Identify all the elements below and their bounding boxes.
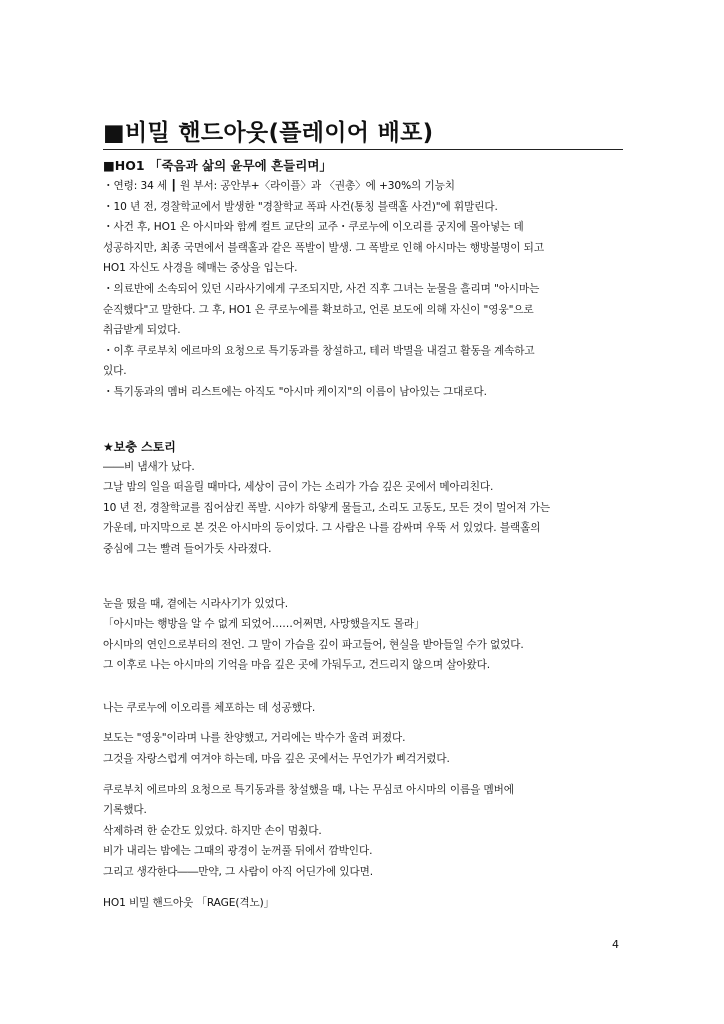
profile-line: ・연령: 34 세 ┃ 원 부서: 공안부+〈라이플〉과 〈권총〉에 +30%의 기능치 (103, 180, 455, 192)
profile-line: ・사건 후, HO1 은 아시마와 함께 컬트 교단의 교주・쿠로누에 이오리를 궁지에 몰아넣는 데 (103, 221, 524, 234)
story-paragraph (103, 728, 623, 769)
handout-signoff: HO1 비밀 핸드아웃 「RAGE(격노)」 (103, 896, 275, 909)
profile-line: ・의료반에 소속되어 있던 시라사기에게 구조되지만, 사건 직후 그녀는 눈물을 흘리며 "아시마는 (103, 282, 540, 295)
story-line: 아시마의 연인으로부터의 전언. 그 말이 가슴을 깊이 파고들어, 현실을 받아들일 수가 없었다. (103, 638, 524, 651)
story-line: ――비 냄새가 났다. (103, 460, 195, 473)
story-line: 쿠로부치 에르마의 요청으로 특기동과를 창설했을 때, 나는 무심코 아시마의 이름을 멤버에 (103, 783, 514, 796)
story-line: 중심에 그는 빨려 들어가듯 사라졌다. (103, 542, 272, 555)
story-line: 보도는 "영웅"이라며 나를 찬양했고, 거리에는 박수가 울려 퍼졌다. (103, 732, 406, 745)
handout-content (103, 118, 623, 913)
profile-line: HO1 자신도 사경을 헤매는 중상을 입는다. (103, 262, 298, 275)
story-line: 그날 밤의 일을 떠올릴 때마다, 세상이 금이 가는 소리가 가슴 깊은 곳에서 메아리친다. (103, 481, 494, 494)
profile-line: ・이후 쿠로부치 에르마의 요청으로 특기동과를 창설하고, 테러 박멸을 내걸고 활동을 계속하고 (103, 344, 535, 357)
profile-section (103, 176, 623, 403)
spacer (103, 403, 623, 437)
story-paragraph (103, 594, 623, 676)
story-paragraph (103, 457, 623, 560)
story-paragraph (103, 698, 623, 719)
story-line: 그 이후로 나는 아시마의 기억을 마음 깊은 곳에 가둬두고, 건드리지 않으며 살아왔다. (103, 659, 491, 672)
page-number: 4 (612, 938, 619, 951)
story-line: 「아시마는 행방을 알 수 없게 되었어……어쩌면, 사망했을지도 몰라」 (103, 618, 425, 631)
spacer (103, 676, 623, 698)
profile-line: 취급받게 되었다. (103, 324, 181, 337)
story-paragraph (103, 780, 623, 883)
story-line: 가운데, 마지막으로 본 것은 아시마의 등이었다. 그 사람은 나를 감싸며 우뚝 서 있었다. 블랙홀의 (103, 522, 541, 535)
story-line: 그리고 생각한다――만약, 그 사람이 아직 어딘가에 있다면. (103, 866, 374, 879)
profile-line: ・특기동과의 멤버 리스트에는 아직도 "아시마 케이지"의 이름이 남아있는 그대로다. (103, 385, 487, 398)
story-line: 기록했다. (103, 804, 147, 817)
profile-line: 있다. (103, 365, 127, 378)
handout-subtitle: ■HO1 「죽음과 삶의 윤무에 흔들리며」 (103, 158, 332, 173)
spacer (103, 560, 623, 594)
spacer (103, 770, 623, 780)
profile-line: 순직했다"고 말한다. 그 후, HO1 은 쿠로누에를 확보하고, 언론 보도에 의해 자신이 "영웅"으로 (103, 303, 534, 316)
story-line: 눈을 떴을 때, 곁에는 시라사기가 있었다. (103, 597, 289, 610)
story-line: 10 년 전, 경찰학교를 집어삼킨 폭발. 시야가 하얗게 물들고, 소리도 고동도, 모든 것이 멀어져 가는 (103, 501, 551, 514)
profile-line: 성공하지만, 최종 국면에서 블랙홀과 같은 폭발이 발생. 그 폭발로 인해 아시마는 행방불명이 되고 (103, 241, 544, 254)
story-line: 그것을 자랑스럽게 여겨야 하는데, 마음 깊은 곳에서는 무언가가 삐걱거렸다. (103, 753, 450, 766)
story-heading: ★보충 스토리 (103, 439, 176, 454)
page-title: ■비밀 핸드아웃(플레이어 배포) (103, 118, 623, 150)
story-line: 비가 내리는 밤에는 그때의 광경이 눈꺼풀 뒤에서 깜박인다. (103, 845, 373, 858)
profile-line: ・10 년 전, 경찰학교에서 발생한 "경찰학교 폭파 사건(통칭 블랙홀 사건)"에 휘말린다. (103, 200, 498, 213)
story-line: 나는 쿠로누에 이오리를 체포하는 데 성공했다. (103, 701, 316, 714)
spacer (103, 718, 623, 728)
story-paragraph (103, 893, 623, 914)
story-line: 삭제하려 한 순간도 있었다. 하지만 손이 멈췄다. (103, 824, 322, 837)
spacer (103, 883, 623, 893)
